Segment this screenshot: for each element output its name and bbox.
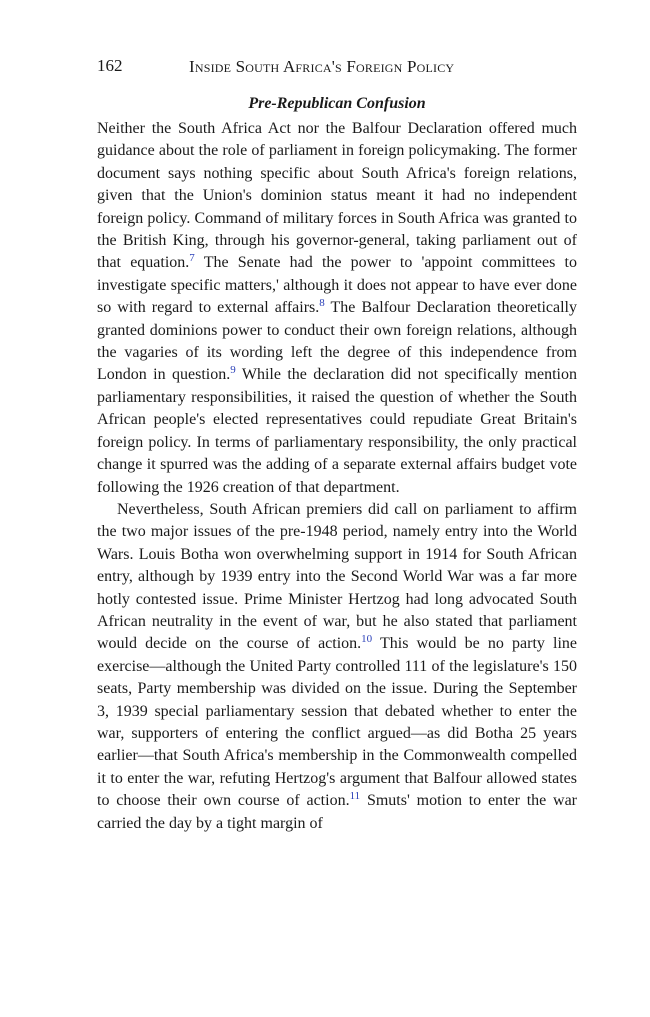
running-title: Inside South Africa's Foreign Policy — [189, 57, 455, 76]
footnote-ref-10[interactable]: 10 — [361, 633, 373, 646]
page-number: 162 — [97, 56, 123, 75]
footnote-ref-7[interactable]: 7 — [189, 252, 195, 265]
paragraph-2 — [97, 499, 577, 835]
paragraph-1 — [97, 118, 577, 499]
body-text — [97, 118, 577, 835]
paragraph-1-sentence-group-2: The Senate had the power to 'appoint committees to investigate specific matters,' although it does not appear to have ever done so with regard to external affairs. — [97, 254, 578, 317]
footnote-ref-8[interactable]: 8 — [319, 297, 325, 310]
paragraph-1-sentence-group-3: The Balfour Declaration theoretically granted dominions power to conduct their own foreign relations, although the vagaries of its wording left the degree of this independence from London in question. — [97, 299, 577, 384]
running-head — [97, 56, 577, 76]
paragraph-1-sentence-group-4: While the declaration did not specifically mention parliamentary responsibilities, it raised the question of whether the South African people's elected representatives could repudiate Great Britain's foreign policy. In terms of parliamentary responsibility, the only practical change it spurred was the adding of a separate external affairs budget vote following the 1926 creation of that department. — [97, 366, 577, 496]
paragraph-2-sentence-group-3: Smuts' motion to enter the war carried the day by a tight margin of — [97, 792, 577, 832]
paragraph-2-sentence-group-1: Nevertheless, South African premiers did call on parliament to affirm the two major issues of the pre-1948 period, namely entry into the World Wars. Louis Botha won overwhelming support in 1914 for South African entry, although by 1939 entry into the Second World War was a far more hotly contested issue. Prime Minister Hertzog had long advocated South African neutrality in the event of war, but he also stated that parliament would decide on the course of action. — [97, 500, 577, 653]
paragraph-2-sentence-group-2: This would be no party line exercise—although the United Party controlled 111 of the legislature's 150 seats, Party membership was divided on the issue. During the September 3, 1939 special parliamentary session that debated whether to enter the war, supporters of entering the conflict argued—as did Botha 25 years earlier—that South Africa's membership in the Commonwealth compelled it to enter the war, refuting Hertzog's argument that Balfour allowed states to choose their own course of action. — [97, 635, 577, 810]
section-heading: Pre-Republican Confusion — [248, 95, 426, 112]
footnote-ref-9[interactable]: 9 — [230, 364, 236, 377]
paragraph-1-sentence-group-1: Neither the South Africa Act nor the Balfour Declaration offered much guidance about the role of parliament in foreign policymaking. The former document says nothing specific about South Africa's foreign relations, given that the Union's dominion status meant it had no independent foreign policy. Command of military forces in South Africa was granted to the British King, through his governor-general, taking parliament out of that equation. — [97, 120, 577, 272]
footnote-ref-11[interactable]: 11 — [349, 790, 361, 803]
